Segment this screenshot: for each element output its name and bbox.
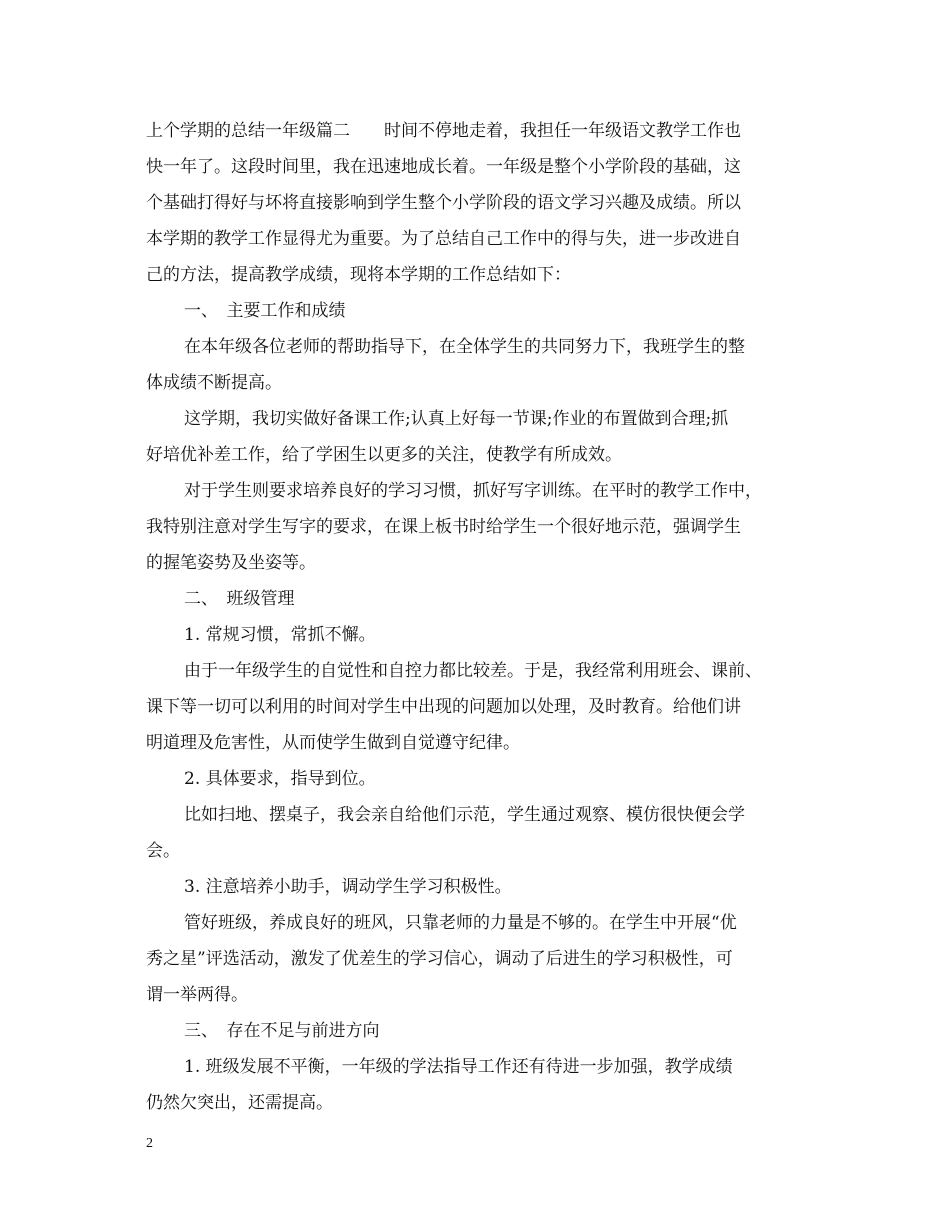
text-line: 谓一举两得。	[146, 985, 248, 1005]
text-line: 个基础打得好与坏将直接影响到学生整个小学阶段的语文学习兴趣及成绩。所以	[146, 193, 741, 213]
text-line: 在本年级各位老师的帮助指导下，在全体学生的共同努力下，我班学生的整	[184, 337, 745, 357]
section-heading-2: 二、 班级管理	[184, 589, 295, 609]
text-line: 这学期，我切实做好备课工作;认真上好每一节课;作业的布置做到合理;抓	[184, 409, 729, 429]
text-line: 上个学期的总结一年级篇二 时间不停地走着，我担任一年级语文教学工作也	[146, 121, 741, 141]
section-heading-1: 一、 主要工作和成绩	[184, 301, 346, 321]
text-line: 由于一年级学生的自觉性和自控力都比较差。于是，我经常利用班会、课前、	[184, 661, 762, 681]
text-line: 快一年了。这段时间里，我在迅速地成长着。一年级是整个小学阶段的基础，这	[146, 157, 741, 177]
text-line: 明道理及危害性，从而使学生做到自觉遵守纪律。	[146, 733, 520, 753]
text-line: 体成绩不断提高。	[146, 373, 282, 393]
text-line: 会。	[146, 841, 180, 861]
text-line: 仍然欠突出，还需提高。	[146, 1093, 333, 1113]
text-line: 对于学生则要求培养良好的学习习惯，抓好写字训练。在平时的教学工作中，	[184, 481, 762, 501]
text-line: 比如扫地、摆桌子，我会亲自给他们示范，学生通过观察、模仿很快便会学	[184, 805, 745, 825]
text-line: 管好班级，养成良好的班风，只靠老师的力量是不够的。在学生中开展“优	[184, 913, 737, 933]
text-line: 己的方法，提高教学成绩，现将本学期的工作总结如下：	[146, 265, 571, 285]
section-heading-3: 三、 存在不足与前进方向	[184, 1021, 380, 1041]
text-line: 秀之星”评选活动，激发了优差生的学习信心，调动了后进生的学习积极性，可	[146, 949, 733, 969]
text-line: 本学期的教学工作显得尤为重要。为了总结自己工作中的得与失，进一步改进自	[146, 229, 741, 249]
text-line: 1. 班级发展不平衡，一年级的学法指导工作还有待进一步加强，教学成绩	[184, 1057, 733, 1077]
list-item-heading: 1. 常规习惯，常抓不懈。	[184, 625, 376, 645]
text-line: 的握笔姿势及坐姿等。	[146, 553, 316, 573]
text-line: 我特别注意对学生写字的要求，在课上板书时给学生一个很好地示范，强调学生	[146, 517, 741, 537]
list-item-heading: 2. 具体要求，指导到位。	[184, 769, 376, 789]
list-item-heading: 3. 注意培养小助手，调动学生学习积极性。	[184, 877, 512, 897]
text-line: 课下等一切可以利用的时间对学生中出现的问题加以处理，及时教育。给他们讲	[146, 697, 741, 717]
page-number: 2	[146, 1136, 153, 1151]
text-line: 好培优补差工作，给了学困生以更多的关注，使教学有所成效。	[146, 445, 622, 465]
